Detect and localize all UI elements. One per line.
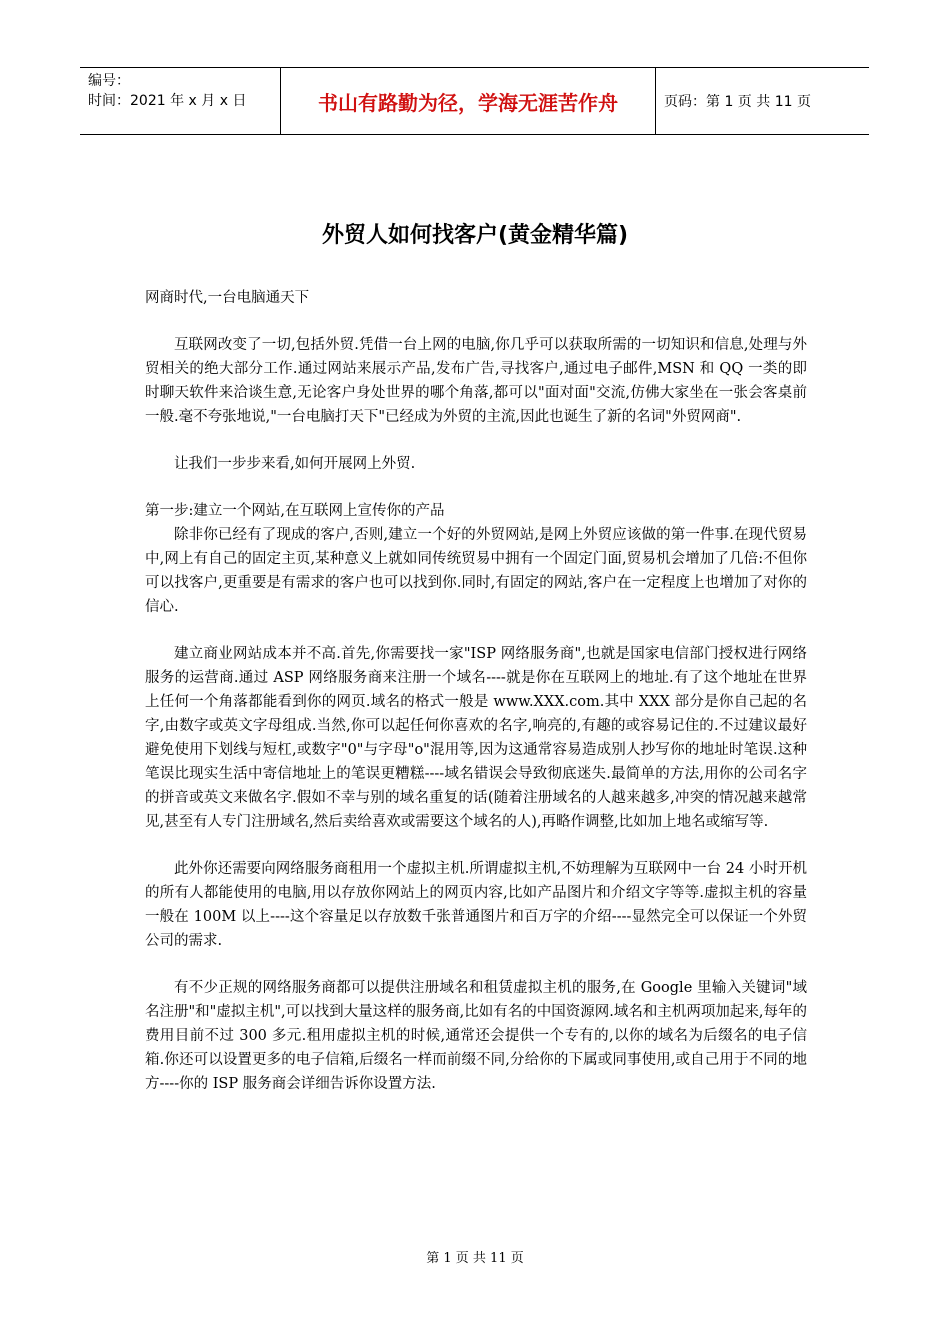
document-header xyxy=(80,67,869,135)
paragraph: 互联网改变了一切,包括外贸.凭借一台上网的电脑,你几乎可以获取所需的一切知识和信息,处理与外贸相关的绝大部分工作.通过网站来展示产品,发布广告,寻找客户,通过电子邮件,MSN 和 QQ 一类的即时聊天软件来洽谈生意,无论客户身处世界的哪个角落,都可以"面对面"交流,仿佛大家坐在一张会客桌前一般.毫不夸张地说,"一台电脑打天下"已经成为外贸的主流,因此也诞生了新的名词"外贸网商". xyxy=(145,337,807,425)
paragraph-intro: 网商时代,一台电脑通天下 xyxy=(145,290,310,306)
header-page-info: 页码：第 1 页 共 11 页 xyxy=(664,94,811,110)
header-meta xyxy=(80,68,281,134)
document-title: 外贸人如何找客户(黄金精华篇) xyxy=(321,223,629,248)
paragraph: 建立商业网站成本并不高.首先,你需要找一家"ISP 网络服务商",也就是国家电信部门授权进行网络服务的运营商.通过 ASP 网络服务商来注册一个域名----就是你在互联网上的地址.有了这个地址在世界上任何一个角落都能看到你的网页.域名的格式一般是 www.XXX.com.其中 XXX 部分是你自己起的名字,由数字或英文字母组成.当然,你可以起任何你喜欢的名字,响亮的,有趣的或容易记住的.不过建议最好避免使用下划线与短杠,或数字"0"与字母"o"混用等,因为这通常容易造成别人抄写你的地址时笔误.这种笔误比现实生活中寄信地址上的笔误更糟糕----域名错误会导致彻底迷失.最简单的方法,用你的公司名字的拼音或英文来做名字.假如不幸与别的域名重复的话(随着注册域名的人越来越多,冲突的情况越来越常见,甚至有人专门注册域名,然后卖给喜欢或需要这个域名的人),再略作调整,比如加上地名或缩写等. xyxy=(145,646,807,830)
paragraph: 除非你已经有了现成的客户,否则,建立一个好的外贸网站,是网上外贸应该做的第一件事.在现代贸易中,网上有自己的固定主页,某种意义上就如同传统贸易中拥有一个固定门面,贸易机会增加了几倍:不但你可以找客户,更重要是有需求的客户也可以找到你.同时,有固定的网站,客户在一定程度上也增加了对你的信心. xyxy=(145,527,807,615)
paragraph: 此外你还需要向网络服务商租用一个虚拟主机.所谓虚拟主机,不妨理解为互联网中一台 24 小时开机的所有人都能使用的电脑,用以存放你网站上的网页内容,比如产品图片和介绍文字等等.虚拟主机的容量一般在 100M 以上----这个容量足以存放数千张普通图片和百万字的介绍----显然完全可以保证一个外贸公司的需求. xyxy=(145,861,807,949)
page-footer: 第 1 页 共 11 页 xyxy=(426,1251,524,1266)
section-heading: 第一步:建立一个网站,在互联网上宣传你的产品 xyxy=(145,503,445,519)
number-label: 编号： xyxy=(88,73,130,89)
time-label: 时间：2021 年 x 月 x 日 xyxy=(88,93,247,109)
paragraph: 让我们一步步来看,如何开展网上外贸. xyxy=(174,456,416,472)
paragraph: 有不少正规的网络服务商都可以提供注册域名和租赁虚拟主机的服务,在 Google 里输入关键词"域名注册"和"虚拟主机",可以找到大量这样的服务商,比如有名的中国资源网.域名和主机两项加起来,每年的费用目前不过 300 多元.租用虚拟主机的时候,通常还会提供一个专有的,以你的域名为后缀名的电子信箱.你还可以设置更多的电子信箱,后缀名一样而前缀不同,分给你的下属或同事使用,或自己用于不同的地方----你的 ISP 服务商会详细告诉你设置方法. xyxy=(145,980,807,1092)
header-motto: 书山有路勤为径，学海无涯苦作舟 xyxy=(281,68,656,134)
document-body xyxy=(145,286,807,1096)
